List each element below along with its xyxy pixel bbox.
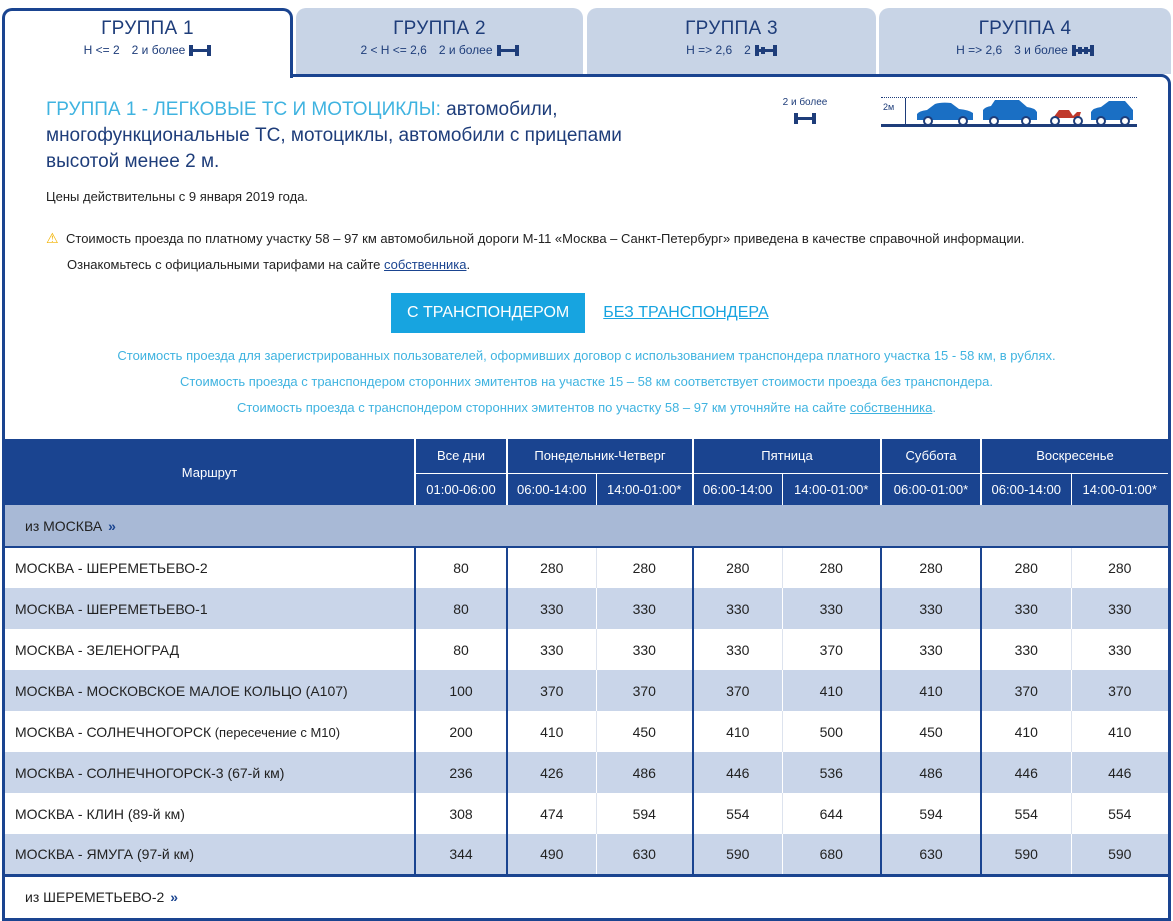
prices-valid-date: Цены действительны с 9 января 2019 года. bbox=[46, 189, 309, 204]
without-transponder-link[interactable]: БЕЗ ТРАНСПОНДЕРА bbox=[603, 304, 769, 321]
price-cell: 450 bbox=[881, 711, 981, 752]
tab-height: H => 2,6 bbox=[956, 43, 1003, 57]
price-cell: 410 bbox=[693, 711, 782, 752]
price-cell: 446 bbox=[1071, 752, 1168, 793]
price-cell: 280 bbox=[507, 547, 596, 588]
table-row bbox=[5, 629, 1168, 670]
axle-icon bbox=[1072, 45, 1094, 55]
price-cell: 330 bbox=[693, 588, 782, 629]
table-row bbox=[5, 793, 1168, 834]
vehicle-illustration bbox=[777, 93, 1137, 133]
route-cell bbox=[5, 752, 415, 793]
price-cell: 410 bbox=[1071, 711, 1168, 752]
price-cell: 590 bbox=[981, 834, 1071, 875]
price-cell: 500 bbox=[782, 711, 881, 752]
tab-title: ГРУППА 2 bbox=[393, 18, 486, 39]
route-note: (пересечение с М10) bbox=[211, 724, 341, 740]
price-cell: 410 bbox=[507, 711, 596, 752]
price-cell: 594 bbox=[881, 793, 981, 834]
group-tabs bbox=[2, 8, 1171, 74]
info-line-1: Стоимость проезда для зарегистрированных пользователей, оформивших договор с использованием транспондера платного участка 15 - 58 км, в рублях. bbox=[117, 348, 1056, 363]
price-cell: 554 bbox=[693, 793, 782, 834]
price-cell: 486 bbox=[881, 752, 981, 793]
tab-group-2[interactable] bbox=[296, 8, 583, 74]
warning-icon: ⚠ bbox=[46, 230, 59, 246]
price-cell: 80 bbox=[415, 588, 507, 629]
group-panel bbox=[2, 74, 1171, 921]
price-cell: 330 bbox=[596, 588, 693, 629]
price-cell: 80 bbox=[415, 629, 507, 670]
price-cell: 370 bbox=[693, 670, 782, 711]
price-cell: 426 bbox=[507, 752, 596, 793]
time-slot-header: 14:00-01:00* bbox=[782, 473, 881, 505]
tab-axles: 2 и более bbox=[131, 43, 186, 57]
route-name: МОСКВА - КЛИН (89-й км) bbox=[15, 805, 185, 822]
price-cell: 330 bbox=[981, 629, 1071, 670]
route-name: МОСКВА - СОЛНЕЧНОГОРСК-3 (67-й км) bbox=[15, 764, 285, 781]
tab-group-1[interactable] bbox=[2, 8, 293, 78]
price-cell: 680 bbox=[782, 834, 881, 875]
tab-title: ГРУППА 3 bbox=[685, 18, 778, 39]
price-cell: 410 bbox=[782, 670, 881, 711]
hatchback-icon bbox=[1091, 101, 1133, 125]
route-header: Маршрут bbox=[5, 439, 415, 505]
group-heading-text: автомобили, многофункциональные ТС, мотоциклы, автомобили с прицепами высотой менее 2 м. bbox=[46, 99, 622, 172]
price-cell: 486 bbox=[596, 752, 693, 793]
price-cell: 280 bbox=[693, 547, 782, 588]
table-row bbox=[5, 711, 1168, 752]
price-cell: 590 bbox=[1071, 834, 1168, 875]
time-slot-header: 14:00-01:00* bbox=[1071, 473, 1168, 505]
tab-height: 2 < H <= 2,6 bbox=[360, 43, 427, 57]
vehicle-icons bbox=[881, 98, 1137, 126]
motorcycle-icon bbox=[1051, 110, 1082, 125]
price-cell: 370 bbox=[507, 670, 596, 711]
time-slot-header: 01:00-06:00 bbox=[415, 473, 507, 505]
price-cell: 644 bbox=[782, 793, 881, 834]
table-row bbox=[5, 834, 1168, 875]
day-header-sun: Воскресенье bbox=[981, 439, 1168, 473]
group-heading bbox=[46, 97, 686, 175]
chevron-right-icon: » bbox=[170, 888, 177, 905]
price-cell: 344 bbox=[415, 834, 507, 875]
day-header-sat: Суббота bbox=[881, 439, 981, 473]
price-cell: 330 bbox=[693, 629, 782, 670]
price-cell: 330 bbox=[981, 588, 1071, 629]
tab-group-4[interactable] bbox=[879, 8, 1171, 74]
notice-line-1: Стоимость проезда по платному участку 58 – 97 км автомобильной дороги М-11 «Москва – Санкт-Петербург» приведена в качестве справочной информации. bbox=[66, 231, 1025, 246]
table-row bbox=[5, 670, 1168, 711]
height-mark: 2м bbox=[883, 102, 895, 112]
price-cell: 330 bbox=[1071, 629, 1168, 670]
route-name: МОСКВА - ЗЕЛЕНОГРАД bbox=[15, 641, 180, 658]
route-name: МОСКВА - ШЕРЕМЕТЬЕВО-2 bbox=[15, 560, 208, 576]
price-cell: 590 bbox=[693, 834, 782, 875]
tab-axles: 3 и более bbox=[1014, 43, 1068, 57]
time-slot-header: 06:00-14:00 bbox=[981, 473, 1071, 505]
price-cell: 370 bbox=[596, 670, 693, 711]
price-cell: 446 bbox=[981, 752, 1071, 793]
route-name: МОСКВА - МОСКОВСКОЕ МАЛОЕ КОЛЬЦО (А107) bbox=[15, 682, 348, 699]
info-line-3-suffix: . bbox=[932, 400, 936, 415]
axle-icon bbox=[794, 113, 816, 123]
sedan-icon bbox=[917, 103, 973, 125]
tariff-table bbox=[5, 439, 1168, 917]
price-cell: 330 bbox=[881, 588, 981, 629]
price-cell: 80 bbox=[415, 547, 507, 588]
route-cell bbox=[5, 834, 415, 875]
table-row bbox=[5, 588, 1168, 629]
axle-icon bbox=[497, 45, 519, 55]
route-name: МОСКВА - ШЕРЕМЕТЬЕВО-1 bbox=[15, 600, 208, 617]
price-cell: 330 bbox=[507, 629, 596, 670]
day-header-mon-thu: Понедельник-Четверг bbox=[507, 439, 693, 473]
vehicle-strip bbox=[881, 97, 1137, 127]
price-cell: 536 bbox=[782, 752, 881, 793]
price-cell: 330 bbox=[881, 629, 981, 670]
price-cell: 370 bbox=[782, 629, 881, 670]
time-slot-header: 06:00-14:00 bbox=[507, 473, 596, 505]
price-cell: 330 bbox=[782, 588, 881, 629]
price-cell: 280 bbox=[596, 547, 693, 588]
axle-icon bbox=[755, 45, 777, 55]
price-cell: 308 bbox=[415, 793, 507, 834]
with-transponder-button[interactable]: С ТРАНСПОНДЕРОМ bbox=[391, 293, 585, 333]
price-cell: 490 bbox=[507, 834, 596, 875]
price-cell: 330 bbox=[596, 629, 693, 670]
price-cell: 330 bbox=[1071, 588, 1168, 629]
chevron-right-icon: » bbox=[108, 517, 114, 534]
group-heading-highlight: ГРУППА 1 - ЛЕГКОВЫЕ ТС И МОТОЦИКЛЫ: bbox=[46, 99, 441, 120]
price-cell: 410 bbox=[881, 670, 981, 711]
price-cell: 370 bbox=[1071, 670, 1168, 711]
route-name: МОСКВА - СОЛНЕЧНОГОРСК bbox=[15, 723, 212, 740]
route-cell bbox=[5, 588, 415, 629]
price-cell: 280 bbox=[782, 547, 881, 588]
price-cell: 410 bbox=[981, 711, 1071, 752]
price-cell: 280 bbox=[1071, 547, 1168, 588]
route-cell bbox=[5, 793, 415, 834]
price-cell: 100 bbox=[415, 670, 507, 711]
table-row bbox=[5, 547, 1168, 588]
price-cell: 450 bbox=[596, 711, 693, 752]
day-header-all: Все дни bbox=[415, 439, 507, 473]
time-slot-header: 14:00-01:00* bbox=[596, 473, 693, 505]
transponder-info bbox=[5, 343, 1168, 421]
reference-notice bbox=[46, 225, 1024, 278]
transponder-toggle bbox=[391, 293, 769, 333]
price-cell: 554 bbox=[1071, 793, 1168, 834]
tab-height: H <= 2 bbox=[83, 43, 120, 57]
time-slot-header: 06:00-14:00 bbox=[693, 473, 782, 505]
price-cell: 630 bbox=[596, 834, 693, 875]
price-cell: 594 bbox=[596, 793, 693, 834]
time-slot-header: 06:00-01:00* bbox=[881, 473, 981, 505]
notice-line-2: Ознакомьтесь с официальными тарифами на сайте bbox=[67, 257, 385, 272]
route-cell bbox=[5, 629, 415, 670]
route-cell bbox=[5, 547, 415, 588]
price-cell: 446 bbox=[693, 752, 782, 793]
price-cell: 554 bbox=[981, 793, 1071, 834]
route-cell bbox=[5, 670, 415, 711]
tab-title: ГРУППА 1 bbox=[101, 18, 194, 39]
axle-label: 2 и более bbox=[782, 97, 828, 108]
tab-title: ГРУППА 4 bbox=[978, 18, 1072, 39]
table-row bbox=[5, 752, 1168, 793]
price-cell: 236 bbox=[415, 752, 507, 793]
notice-line-2-suffix: . bbox=[466, 257, 471, 272]
tab-height: H => 2,6 bbox=[686, 43, 733, 57]
price-cell: 370 bbox=[981, 670, 1071, 711]
owner-site-link[interactable]: собственника bbox=[384, 257, 467, 272]
section-from-sheremetyevo-2[interactable] bbox=[5, 875, 1168, 917]
info-line-3: Стоимость проезда с транспондером сторонних эмитентов по участку 58 – 97 км уточняйте на сайте bbox=[237, 400, 850, 415]
section-title: из ШЕРЕМЕТЬЕВО-2 bbox=[25, 888, 165, 905]
price-cell: 474 bbox=[507, 793, 596, 834]
axle-icon bbox=[189, 45, 211, 55]
owner-site-link-2[interactable]: собственника bbox=[849, 400, 933, 415]
tab-axles: 2 и более bbox=[438, 43, 493, 57]
price-cell: 280 bbox=[881, 547, 981, 588]
price-cell: 280 bbox=[981, 547, 1071, 588]
section-from-moscow[interactable] bbox=[5, 505, 1168, 547]
price-cell: 330 bbox=[507, 588, 596, 629]
price-cell: 200 bbox=[415, 711, 507, 752]
price-cell: 630 bbox=[881, 834, 981, 875]
tab-group-3[interactable] bbox=[587, 8, 876, 74]
tab-axles: 2 bbox=[744, 43, 751, 57]
route-cell bbox=[5, 711, 415, 752]
info-line-2: Стоимость проезда с транспондером сторонних эмитентов на участке 15 – 58 км соответствует стоимости проезда без транспондера. bbox=[180, 374, 993, 389]
day-header-fri: Пятница bbox=[693, 439, 881, 473]
suv-icon bbox=[983, 100, 1037, 125]
section-title: из МОСКВА bbox=[25, 517, 103, 534]
route-name: МОСКВА - ЯМУГА (97-й км) bbox=[15, 845, 195, 862]
